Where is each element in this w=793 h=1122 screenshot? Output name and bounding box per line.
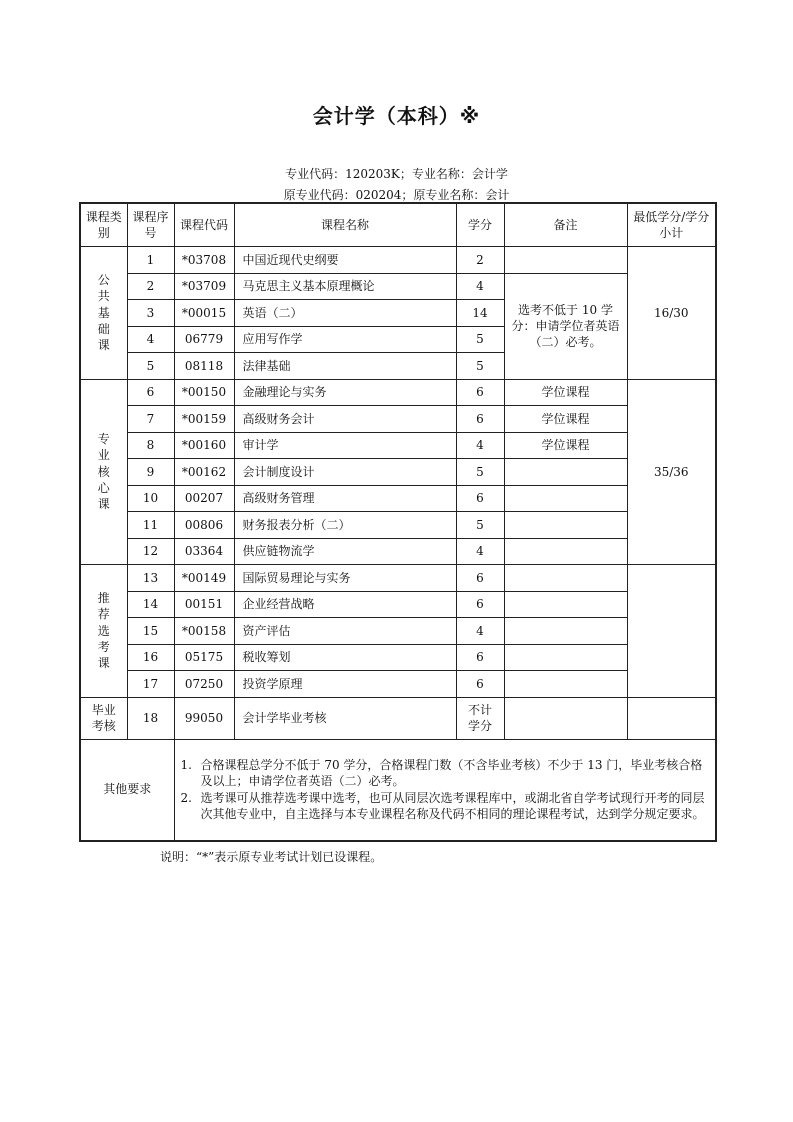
course-credit: 6 [456,406,504,433]
course-credit: 6 [456,671,504,698]
course-seq: 12 [127,538,174,565]
category-other: 其他要求 [80,739,174,841]
course-name: 国际贸易理论与实务 [234,565,456,592]
course-name: 税收筹划 [234,644,456,671]
course-note [504,618,627,645]
course-code: *00162 [174,459,234,486]
table-row [80,644,716,671]
course-note: 学位课程 [504,432,627,459]
course-credit: 4 [456,618,504,645]
table-row [80,697,716,739]
course-name: 财务报表分析（二） [234,512,456,539]
course-seq: 18 [127,697,174,739]
course-credit: 6 [456,379,504,406]
course-name: 英语（二） [234,300,456,327]
original-major-line: 原专业代码：020204；原专业名称：会计 [283,188,510,202]
major-code-line: 专业代码：120203K；专业名称：会计学 [285,167,508,181]
course-credit: 5 [456,459,504,486]
course-code: *00015 [174,300,234,327]
course-credit: 4 [456,273,504,300]
table-row [80,538,716,565]
course-note: 学位课程 [504,406,627,433]
course-name: 中国近现代史纲要 [234,247,456,274]
course-name: 审计学 [234,432,456,459]
course-name: 应用写作学 [234,326,456,353]
course-name: 投资学原理 [234,671,456,698]
course-code: 00207 [174,485,234,512]
course-credit: 14 [456,300,504,327]
course-code: *00159 [174,406,234,433]
table-row [80,618,716,645]
course-name: 资产评估 [234,618,456,645]
course-credit: 5 [456,512,504,539]
course-code: *00158 [174,618,234,645]
subtotal-core: 35/36 [627,379,716,565]
course-name: 法律基础 [234,353,456,380]
course-credit: 6 [456,565,504,592]
table-row [80,671,716,698]
requirement-item: 2. 选考课可从推荐选考课中选考，也可从同层次选考课程库中，或湖北省自学考试现行开考的同层次其他专业中，自主选择与本专业课程名称及代码不相同的理论课程考试，达到学分规定要求。 [180,790,705,821]
course-code: *03708 [174,247,234,274]
category-elective: 推 荐 选 考 课 [80,565,127,698]
course-code: *00149 [174,565,234,592]
table-row [80,739,716,841]
course-code: 07250 [174,671,234,698]
english-note: 选考不低于 10 学分：申请学位者英语（二）必考。 [504,273,627,379]
header-min-credit: 最低学分/学分小计 [627,203,716,247]
course-seq: 8 [127,432,174,459]
header-seq: 课程序号 [127,203,174,247]
course-seq: 6 [127,379,174,406]
course-credit: 6 [456,591,504,618]
course-credit: 5 [456,353,504,380]
course-note [504,485,627,512]
table-row [80,379,716,406]
course-name: 会计学毕业考核 [234,697,456,739]
table-row [80,512,716,539]
course-code: 00151 [174,591,234,618]
course-note [504,565,627,592]
course-code: *00160 [174,432,234,459]
course-seq: 11 [127,512,174,539]
course-credit: 4 [456,538,504,565]
page-title: 会计学（本科）※ [312,104,481,128]
course-note [504,538,627,565]
requirements-cell [174,739,716,841]
course-code: 99050 [174,697,234,739]
course-name: 金融理论与实务 [234,379,456,406]
course-code: *03709 [174,273,234,300]
course-seq: 14 [127,591,174,618]
course-note [504,697,627,739]
course-table [79,202,717,842]
course-note [504,591,627,618]
subtotal-elective [627,565,716,698]
course-seq: 5 [127,353,174,380]
course-seq: 9 [127,459,174,486]
header-row [80,203,716,247]
table-row [80,432,716,459]
footnote: 说明：“*”表示原专业考试计划已设课程。 [160,850,383,864]
course-credit: 2 [456,247,504,274]
course-seq: 4 [127,326,174,353]
course-credit: 5 [456,326,504,353]
course-credit: 不计学分 [456,697,504,739]
table-row [80,247,716,274]
course-code: 05175 [174,644,234,671]
table-row [80,565,716,592]
course-seq: 13 [127,565,174,592]
course-name: 企业经营战略 [234,591,456,618]
table-row [80,273,716,300]
category-public: 公 共 基 础 课 [80,247,127,380]
course-credit: 4 [456,432,504,459]
course-note: 学位课程 [504,379,627,406]
course-seq: 3 [127,300,174,327]
course-name: 马克思主义基本原理概论 [234,273,456,300]
header-note: 备注 [504,203,627,247]
course-note [504,644,627,671]
course-seq: 1 [127,247,174,274]
course-seq: 2 [127,273,174,300]
course-note [504,459,627,486]
subtotal-graduation [627,697,716,739]
course-note [504,512,627,539]
course-code: 06779 [174,326,234,353]
course-name: 高级财务管理 [234,485,456,512]
course-code: *00150 [174,379,234,406]
course-name: 会计制度设计 [234,459,456,486]
course-seq: 17 [127,671,174,698]
course-credit: 6 [456,644,504,671]
header-code: 课程代码 [174,203,234,247]
course-seq: 15 [127,618,174,645]
header-category: 课程类别 [80,203,127,247]
course-name: 高级财务会计 [234,406,456,433]
course-credit: 6 [456,485,504,512]
table-row [80,459,716,486]
table-row [80,591,716,618]
course-note [504,671,627,698]
course-name: 供应链物流学 [234,538,456,565]
course-code: 03364 [174,538,234,565]
category-core: 专 业 核 心 课 [80,379,127,565]
requirement-item: 1. 合格课程总学分不低于 70 学分，合格课程门数（不含毕业考核）不少于 13 门，毕业考核合格及以上；申请学位者英语（二）必考。 [180,758,703,789]
subtotal-public: 16/30 [627,247,716,380]
course-note [504,247,627,274]
category-graduation: 毕业考核 [80,697,127,739]
table-row [80,485,716,512]
course-code: 00806 [174,512,234,539]
course-code: 08118 [174,353,234,380]
table-row [80,406,716,433]
header-name: 课程名称 [234,203,456,247]
course-seq: 7 [127,406,174,433]
course-seq: 10 [127,485,174,512]
course-seq: 16 [127,644,174,671]
header-credit: 学分 [456,203,504,247]
